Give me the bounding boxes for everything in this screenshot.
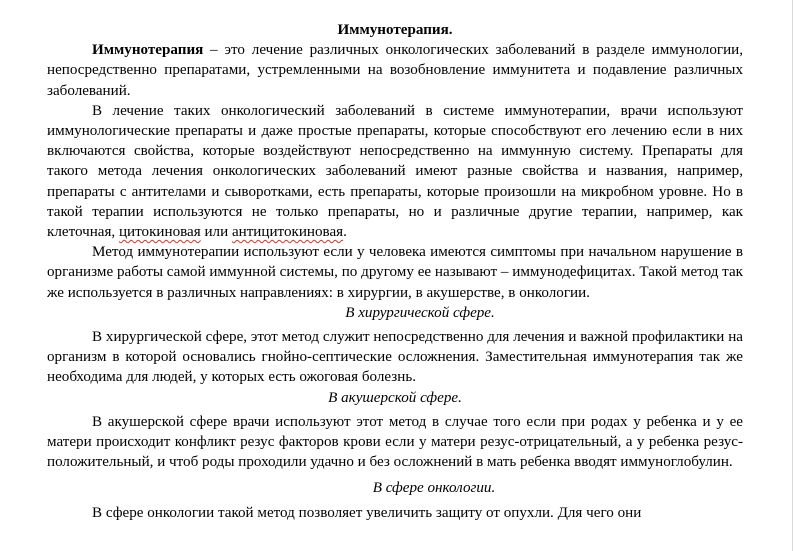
spellcheck-word-anticytokine[interactable]: антицитокиновая	[231, 224, 344, 241]
treatment-text: В лечение таких онкологический заболеваний в системе иммунотерапии, врачи используют иммунологические препараты и даже простые препараты, которые способствуют его лечению если в них включаются свойства, которые воздействуют непосредственно на иммунную систему. Препараты для такого метода лечения онкологических заболеваний имеют разные свойства и названия, например, препараты с антителами и сыворотками, есть препараты, которые произошли на микробном уровне. Но в такой терапии используются не только препараты, но и различные другие терапии, например, как клеточная,	[47, 102, 743, 241]
treatment-text-end: .	[343, 224, 347, 241]
subheading-obstetrics: В акушерской сфере.	[328, 389, 462, 406]
term-bold: Иммунотерапия	[92, 42, 204, 59]
paragraph-method: Метод иммунотерапии используют если у человека имеются симптомы при начальном нарушение в организме работы самой иммунной системы, по другому ее называют – иммунодефицитах. Такой метод так же используется в различных направлениях: в хирургии, в акушерстве, в онкологии.	[47, 244, 743, 301]
paragraph-treatment	[47, 101, 743, 242]
paragraph-definition	[47, 40, 743, 101]
spellcheck-word-cytokine[interactable]: цитокиновая	[118, 224, 201, 241]
subheading-oncology: В сфере онкологии.	[372, 480, 496, 497]
definition-text: – это лечение различных онкологических заболеваний в разделе иммунологии, непосредственно препаратами, устремленными на возобновление иммунитета и подавление различных заболеваний.	[47, 42, 743, 99]
paragraph-obstetrics: В акушерской сфере врачи используют этот метод в случае того если при родах у ребенка и у ее матери происходит конфликт резус факторов крови если у матери резус-отрицательный, а у ребенка резус-положительный, и чтоб роды проходили удачно и без осложнений в мать ребенка вводят иммуноглобулин.	[47, 413, 743, 471]
document-title: Иммунотерапия.	[337, 22, 453, 38]
paragraph-oncology: В сфере онкологии такой метод позволяет увеличить защиту от опухли. Для чего они	[92, 504, 642, 521]
document-body[interactable]	[47, 20, 743, 523]
paragraph-surgery: В хирургической сфере, этот метод служит непосредственно для лечения и важной профилактики на организм в которой основались гнойно-септические осложнения. Заместительная иммунотерапия так же необходима для людей, у которых есть ожоговая болезнь.	[47, 329, 743, 386]
subheading-surgery: В хирургической сфере.	[345, 304, 495, 321]
treatment-text-mid: или	[200, 224, 232, 241]
